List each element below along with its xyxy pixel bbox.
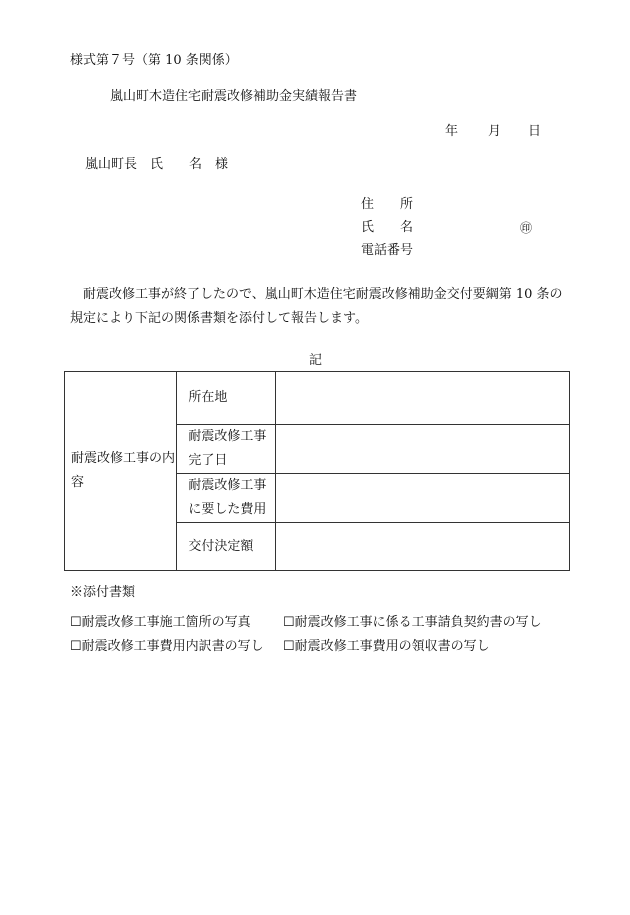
document-title: 嵐山町木造住宅耐震改修補助金実績報告書 [110, 89, 358, 104]
cost-value[interactable] [276, 474, 570, 523]
detail-table [64, 371, 570, 571]
item-label: 交付決定額 [177, 523, 276, 571]
attachment-item[interactable]: ☐耐震改修工事費用の領収書の写し [283, 639, 490, 654]
form-number: 様式第７号（第 10 条関係） [70, 53, 238, 68]
date-year: 年 [445, 124, 459, 139]
address-label: 住 所 [361, 197, 414, 212]
name-label: 氏 名 [361, 220, 414, 235]
attachment-item[interactable]: ☐耐震改修工事費用内訳書の写し [70, 639, 264, 654]
applicant-block [361, 193, 532, 262]
item-label: 耐震改修工事完了日 [177, 425, 276, 474]
item-label: 耐震改修工事に要した費用 [177, 474, 276, 523]
grant-amount-value[interactable] [276, 523, 570, 571]
location-value[interactable] [276, 372, 570, 425]
completion-date-value[interactable] [276, 425, 570, 474]
report-statement: 耐震改修工事が終了したので、嵐山町木造住宅耐震改修補助金交付要綱第 10 条の規定により下記の関係書類を添付して報告します。 [70, 287, 563, 326]
item-label: 所在地 [177, 372, 276, 425]
date-month: 月 [488, 124, 502, 139]
category-cell: 耐震改修工事の内容 [65, 372, 177, 571]
attachment-item[interactable]: ☐耐震改修工事施工箇所の写真 [70, 615, 251, 630]
date-day: 日 [528, 124, 542, 139]
attachment-item[interactable]: ☐耐震改修工事に係る工事請負契約書の写し [283, 615, 542, 630]
date-line [445, 125, 541, 138]
table-row [65, 372, 570, 425]
seal-mark: ㊞ [520, 220, 533, 235]
ki-heading: 記 [309, 353, 323, 368]
phone-label: 電話番号 [361, 243, 414, 258]
addressee: 嵐山町長 氏 名 様 [85, 157, 229, 172]
attachments-title: ※添付書類 [70, 585, 136, 600]
